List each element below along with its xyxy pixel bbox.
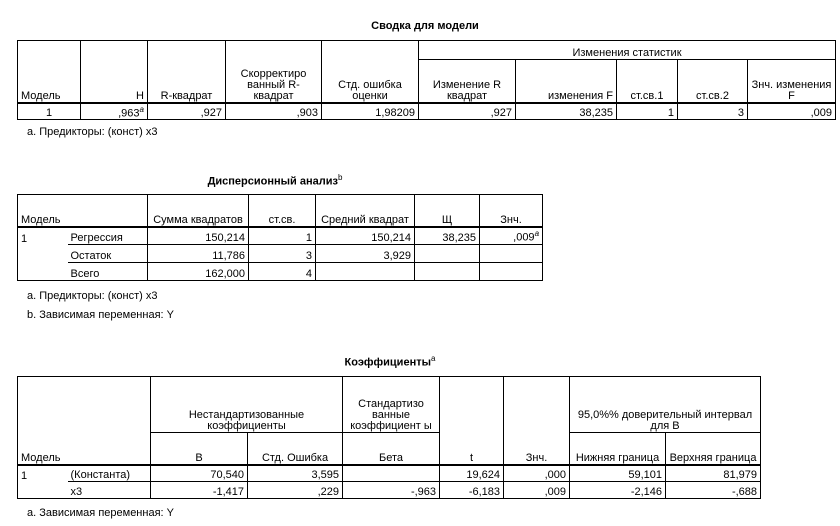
coef-cell-lower: 59,101 <box>570 465 666 482</box>
anova-cell-sig: ,009$^a$ <box>480 227 543 245</box>
anova-row-label: Регрессия <box>68 227 148 245</box>
anova-cell-df: 3 <box>249 245 316 263</box>
ms-cell-std-error: 1,98209 <box>322 103 419 120</box>
ms-header-r-square-change: Изменение R квадрат <box>419 60 516 103</box>
coef-cell-se: ,229 <box>248 482 343 499</box>
table-row <box>18 263 543 281</box>
coef-row-label: (Константа) <box>68 465 151 482</box>
coef-cell-upper: -,688 <box>666 482 761 499</box>
table-row <box>18 465 761 482</box>
ms-cell-r-square: ,927 <box>148 103 226 120</box>
anova-cell-ms: 150,214 <box>316 227 415 245</box>
anova-table <box>17 194 543 281</box>
ms-cell-sig-f-change: ,009 <box>748 103 836 120</box>
anova-header-f: Щ <box>415 195 480 227</box>
ms-footnote-a: a. Предикторы: (конст) х3 <box>27 126 158 138</box>
anova-cell-f <box>415 263 480 281</box>
ms-cell-f-change: 38,235 <box>516 103 617 120</box>
coef-header-upper: Верхняя граница <box>666 433 761 465</box>
anova-model-spacer <box>18 263 68 281</box>
anova-cell-f <box>415 245 480 263</box>
coef-row-label: x3 <box>68 482 151 499</box>
model-summary-table <box>17 40 836 120</box>
coef-cell-t: -6,183 <box>440 482 504 499</box>
anova-row-label: Остаток <box>68 245 148 263</box>
ms-header-model: Модель <box>18 41 81 103</box>
ms-header-f-change: изменения F <box>516 60 617 103</box>
anova-cell-df: 4 <box>249 263 316 281</box>
table-row <box>18 245 543 263</box>
anova-header-df: ст.св. <box>249 195 316 227</box>
coef-group-std: Стандартизо ванные коэффициент ы <box>343 377 440 433</box>
anova-cell-sig <box>480 263 543 281</box>
anova-cell-ss: 150,214 <box>148 227 249 245</box>
coef-header-model: Модель <box>18 377 151 465</box>
ms-header-r: Н <box>81 41 148 103</box>
ms-cell-r-square-change: ,927 <box>419 103 516 120</box>
anova-cell-sig <box>480 245 543 263</box>
coef-cell-sig: ,000 <box>504 465 570 482</box>
anova-cell-ms: 3,929 <box>316 245 415 263</box>
anova-cell-f: 38,235 <box>415 227 480 245</box>
anova-header-model: Модель <box>18 195 148 227</box>
anova-cell-ss: 162,000 <box>148 263 249 281</box>
coefficients-table <box>17 376 761 499</box>
coef-cell-lower: -2,146 <box>570 482 666 499</box>
anova-header-sig: Знч. <box>480 195 543 227</box>
coef-header-t: t <box>440 377 504 465</box>
table-row <box>18 227 543 245</box>
ms-cell-df1: 1 <box>617 103 678 120</box>
anova-row-label: Всего <box>68 263 148 281</box>
coef-cell-b: -1,417 <box>151 482 248 499</box>
coef-cell-se: 3,595 <box>248 465 343 482</box>
coefficients-title: Коэффициенты$^a$ <box>344 354 436 369</box>
table-row <box>18 103 836 120</box>
anova-footnote-b: b. Зависимая переменная: Y <box>27 309 174 321</box>
ms-cell-model: 1 <box>18 103 81 120</box>
ms-header-df1: ст.св.1 <box>617 60 678 103</box>
coef-cell-t: 19,624 <box>440 465 504 482</box>
coef-header-se: Стд. Ошибка <box>248 433 343 465</box>
model-summary-title: Сводка для модели <box>371 20 479 32</box>
coef-header-b: B <box>151 433 248 465</box>
ms-cell-df2: 3 <box>678 103 748 120</box>
anova-model-number: 1 <box>18 227 68 245</box>
ms-header-sig-f-change: Знч. изменения F <box>748 60 836 103</box>
coef-model-spacer <box>18 482 68 499</box>
coef-cell-sig: ,009 <box>504 482 570 499</box>
coef-header-beta: Бета <box>343 433 440 465</box>
coef-footnote-a: a. Зависимая переменная: Y <box>27 507 174 519</box>
coef-cell-beta: -,963 <box>343 482 440 499</box>
coef-cell-upper: 81,979 <box>666 465 761 482</box>
coef-header-sig: Знч. <box>504 377 570 465</box>
coef-header-lower: Нижняя граница <box>570 433 666 465</box>
anova-header-ss: Сумма квадратов <box>148 195 249 227</box>
coef-group-ci: 95,0%% доверительный интервал для B <box>570 377 761 433</box>
anova-cell-df: 1 <box>249 227 316 245</box>
anova-header-ms: Средний квадрат <box>316 195 415 227</box>
ms-cell-adj-r-square: ,903 <box>226 103 322 120</box>
coef-model-number: 1 <box>18 465 68 482</box>
ms-header-df2: ст.св.2 <box>678 60 748 103</box>
anova-cell-ss: 11,786 <box>148 245 249 263</box>
anova-footnote-a: a. Предикторы: (конст) х3 <box>27 290 158 302</box>
ms-header-std-error: Стд. ошибка оценки <box>322 41 419 103</box>
coef-group-unstd: Нестандартизованные коэффициенты <box>151 377 343 433</box>
coef-cell-beta <box>343 465 440 482</box>
anova-cell-ms <box>316 263 415 281</box>
ms-group-change-stats: Изменения статистик <box>419 41 836 60</box>
coef-cell-b: 70,540 <box>151 465 248 482</box>
ms-header-r-square: R-квадрат <box>148 41 226 103</box>
anova-model-spacer <box>18 245 68 263</box>
ms-header-adj-r-square: Скорректиро ванный R- квадрат <box>226 41 322 103</box>
anova-title: Дисперсионный анализ$^b$ <box>207 173 343 188</box>
ms-cell-r: ,963$^a$ <box>81 103 148 120</box>
table-row <box>18 482 761 499</box>
